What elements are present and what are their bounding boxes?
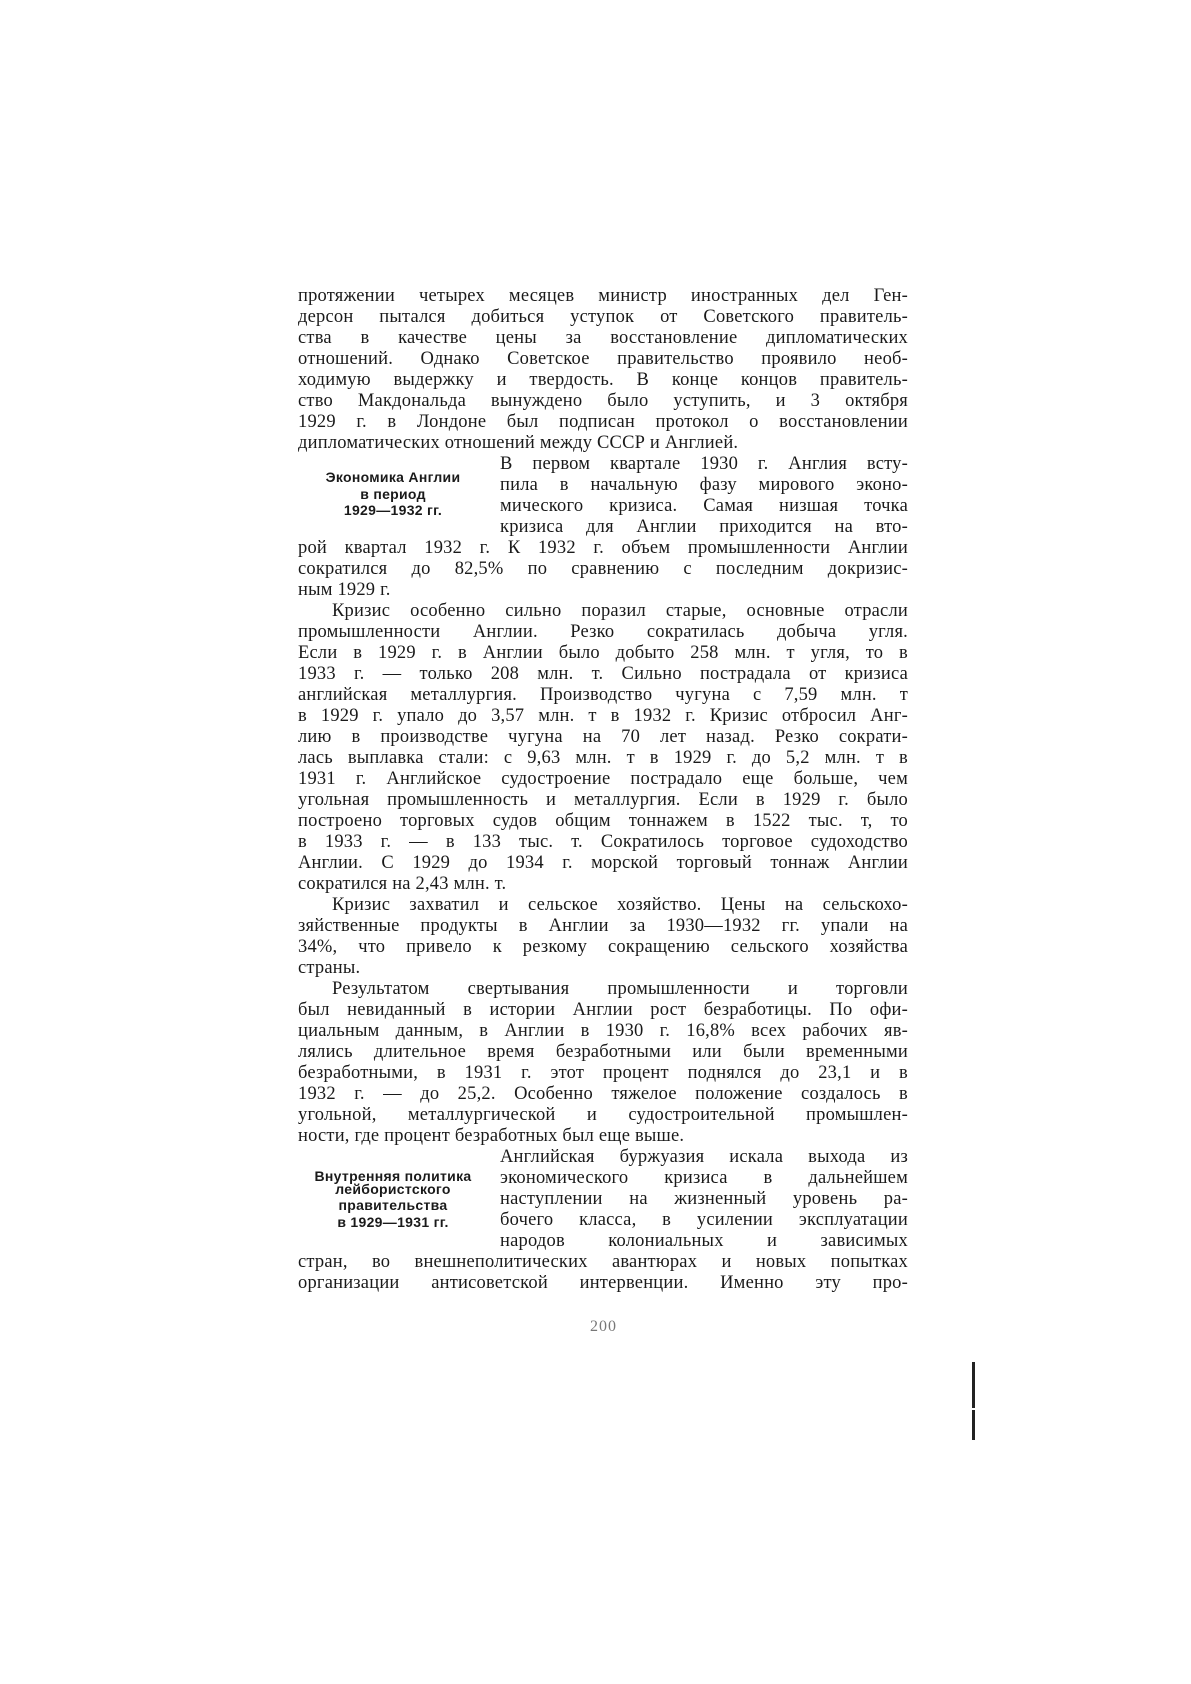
sidenote-policy-section xyxy=(298,1147,908,1252)
text-line: безработными, в 1931 г. этот процент поднялся до 23,1 и в xyxy=(298,1063,908,1083)
text-line: организации антисоветской интервенции. Именно эту про- xyxy=(298,1273,908,1293)
text-line: Результатом свертывания промышленности и торговли xyxy=(332,979,908,999)
text-line: построено торговых судов общим тоннажем в 1522 тыс. т, то xyxy=(298,811,908,831)
margin-heading-line: в период xyxy=(360,486,426,502)
paragraph-block-5 xyxy=(298,979,908,1147)
paragraph-block-6 xyxy=(298,1252,908,1294)
text-line: ности, где процент безработных был еще выше. xyxy=(298,1126,685,1146)
margin-heading-line: Экономика Англии xyxy=(325,469,461,485)
margin-heading-line: Внутренняя политика xyxy=(314,1168,472,1184)
margin-heading-line: правительства xyxy=(338,1197,448,1213)
text-line: лию в производстве чугуна на 70 лет назад. Резко сократи- xyxy=(298,727,908,747)
text-line: рой квартал 1932 г. К 1932 г. объем промышленности Англии xyxy=(298,538,908,558)
text-line: Кризис особенно сильно поразил старые, основные отрасли xyxy=(332,601,908,621)
page-number: 200 xyxy=(590,1318,617,1335)
text-line: отношений. Однако Советское правительство проявило необ- xyxy=(298,349,908,369)
page-body xyxy=(298,286,908,1294)
text-line: В первом квартале 1930 г. Англия всту- xyxy=(500,454,908,474)
text-line: протяжении четырех месяцев министр иностранных дел Ген- xyxy=(298,286,908,306)
scan-artifact-line xyxy=(972,1362,975,1408)
text-line: пила в начальную фазу мирового эконо- xyxy=(500,475,908,495)
text-line: Если в 1929 г. в Англии было добыто 258 млн. т угля, то в xyxy=(298,643,908,663)
text-line: Англии. С 1929 до 1934 г. морской торговый тоннаж Англии xyxy=(298,853,908,873)
text-line: 1932 г. — до 25,2. Особенно тяжелое положение создалось в xyxy=(298,1084,908,1104)
text-line: 1929 г. в Лондоне был подписан протокол о восстановлении xyxy=(298,412,908,432)
text-line: угольной, металлургической и судостроительной промышлен- xyxy=(298,1105,908,1125)
margin-heading-line: лейбористского xyxy=(335,1181,451,1197)
text-line: циальным данным, в Англии в 1930 г. 16,8% всех рабочих яв- xyxy=(298,1021,908,1041)
text-line: страны. xyxy=(298,958,361,978)
paragraph-block-4 xyxy=(298,895,908,979)
text-line: промышленности Англии. Резко сократилась добыча угля. xyxy=(298,622,908,642)
paragraph-block-1 xyxy=(298,286,908,454)
text-line: зяйственные продукты в Англии за 1930—1932 гг. упали на xyxy=(298,916,908,936)
text-line: кризиса для Англии приходится на вто- xyxy=(500,517,908,537)
paragraph-block-2 xyxy=(298,538,908,601)
text-line: сократился до 82,5% по сравнению с последним докризис- xyxy=(298,559,908,579)
text-line: дипломатических отношений между СССР и Англией. xyxy=(298,433,739,453)
text-line: ства в качестве цены за восстановление дипломатических xyxy=(298,328,908,348)
text-line: сократился на 2,43 млн. т. xyxy=(298,874,507,894)
text-line: наступлении на жизненный уровень ра- xyxy=(500,1189,908,1209)
text-line: лась выплавка стали: с 9,63 млн. т в 1929 г. до 5,2 млн. т в xyxy=(298,748,908,768)
text-line: 1933 г. — только 208 млн. т. Сильно пострадала от кризиса xyxy=(298,664,908,684)
text-line: Кризис захватил и сельское хозяйство. Цены на сельскохо- xyxy=(332,895,908,915)
text-line: Английская буржуазия искала выхода из xyxy=(500,1147,908,1167)
text-line: в 1933 г. — в 133 тыс. т. Сократилось торговое судоходство xyxy=(298,832,908,852)
text-line: дерсон пытался добиться уступок от Советского правитель- xyxy=(298,307,908,327)
text-line: английская металлургия. Производство чугуна с 7,59 млн. т xyxy=(298,685,908,705)
text-line: бочего класса, в усилении эксплуатации xyxy=(500,1210,908,1230)
text-line: лялись длительное время безработными или были временными xyxy=(298,1042,908,1062)
margin-heading-line: 1929—1932 гг. xyxy=(343,502,443,518)
text-line: 34%, что привело к резкому сокращению сельского хозяйства xyxy=(298,937,908,957)
margin-heading-line: в 1929—1931 гг. xyxy=(337,1214,449,1230)
text-line: мического кризиса. Самая низшая точка xyxy=(500,496,908,516)
text-line: в 1929 г. упало до 3,57 млн. т в 1932 г. Кризис отбросил Анг- xyxy=(298,706,908,726)
text-line: народов колониальных и зависимых xyxy=(500,1231,908,1251)
text-line: 1931 г. Английское судостроение пострадало еще больше, чем xyxy=(298,769,908,789)
scan-artifact-line xyxy=(972,1410,975,1440)
text-line: экономического кризиса в дальнейшем xyxy=(500,1168,908,1188)
text-line: ным 1929 г. xyxy=(298,580,391,600)
text-line: угольная промышленность и металлургия. Если в 1929 г. было xyxy=(298,790,908,810)
text-line: ство Макдональда вынуждено было уступить, и 3 октября xyxy=(298,391,908,411)
text-line: стран, во внешнеполитических авантюрах и новых попытках xyxy=(298,1252,908,1272)
sidenote-economy-section xyxy=(298,454,908,538)
text-line: был невиданный в истории Англии рост безработицы. По офи- xyxy=(298,1000,908,1020)
text-line: ходимую выдержку и твердость. В конце концов правитель- xyxy=(298,370,908,390)
paragraph-block-3 xyxy=(298,601,908,895)
